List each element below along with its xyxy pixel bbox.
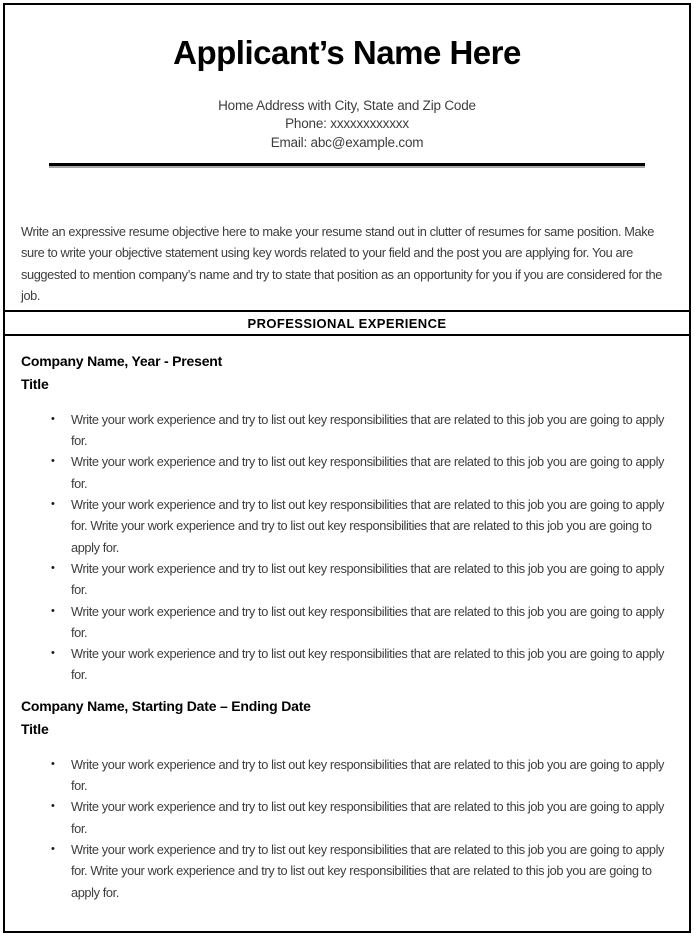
contact-email: Email: abc@example.com — [270, 134, 424, 150]
bullet-item — [51, 494, 671, 558]
section-banner — [5, 310, 689, 336]
bullet-dot-icon: • — [51, 647, 55, 660]
applicant-name-title: Applicant’s Name Here — [173, 34, 521, 71]
bullet-dot-icon: • — [51, 842, 55, 855]
bullet-list — [51, 409, 671, 686]
bullet-text: Write your work experience and try to list out key responsibilities that are related to this job you are going to apply for. Write your work experience and try to list out key responsibilities that are related to this job you are going to apply for. — [71, 841, 665, 900]
bullet-item — [51, 558, 671, 601]
bullet-text: Write your work experience and try to list out key responsibilities that are related to this job you are going to apply for. — [71, 560, 665, 598]
bullet-dot-icon: • — [51, 757, 55, 770]
bullet-item — [51, 409, 671, 452]
bullet-item — [51, 451, 671, 494]
bullet-dot-icon: • — [51, 604, 55, 617]
job-section-2 — [5, 696, 689, 903]
job-section-1 — [5, 351, 689, 686]
bullet-text: Write your work experience and try to list out key responsibilities that are related to this job you are going to apply for. — [71, 411, 665, 449]
bullet-dot-icon: • — [51, 498, 55, 511]
job-title-heading: Title — [21, 720, 49, 737]
section-banner-title: PROFESSIONAL EXPERIENCE — [247, 315, 447, 331]
company-heading: Company Name, Starting Date – Ending Date — [21, 697, 311, 714]
bullet-list — [51, 754, 671, 903]
bullet-text: Write your work experience and try to list out key responsibilities that are related to this job you are going to apply for. — [71, 454, 665, 491]
bullet-item — [51, 601, 671, 644]
contact-block — [5, 97, 689, 152]
bullet-text: Write your work experience and try to list out key responsibilities that are related to this job you are going to apply for. — [71, 799, 665, 836]
bullet-dot-icon: • — [51, 412, 55, 425]
bullet-dot-icon: • — [51, 561, 55, 574]
bullet-item — [51, 796, 671, 839]
bullet-text: Write your work experience and try to list out key responsibilities that are related to this job you are going to apply for. — [71, 603, 665, 640]
bullet-dot-icon: • — [51, 455, 55, 468]
bullet-text: Write your work experience and try to list out key responsibilities that are related to this job you are going to apply for. Write your work experience and try to list out key responsibilities that are related to this job you are going to apply for. — [71, 497, 665, 555]
bullet-dot-icon: • — [51, 800, 55, 813]
bullet-item — [51, 754, 671, 797]
job-title-heading: Title — [21, 375, 49, 392]
contact-phone: Phone: xxxxxxxxxxxx — [285, 116, 409, 132]
resume-page — [3, 3, 691, 933]
bullet-text: Write your work experience and try to list out key responsibilities that are related to this job you are going to apply for. — [71, 756, 665, 794]
bullet-item — [51, 643, 671, 686]
contact-address: Home Address with City, State and Zip Code — [218, 98, 476, 113]
header-divider-rule — [49, 163, 645, 168]
company-heading: Company Name, Year - Present — [21, 352, 223, 369]
bullet-text: Write your work experience and try to list out key responsibilities that are related to this job you are going to apply for. — [71, 646, 665, 683]
bullet-item — [51, 839, 671, 903]
objective-paragraph: Write an expressive resume objective here to make your resume stand out in clutter of resumes for same position. Make sure to write your objective statement using key words related to your field and the post you are applying for. You are suggested to mention company’s name and try to state that position as an opportunity for you if you are considered for the job. — [21, 223, 662, 304]
